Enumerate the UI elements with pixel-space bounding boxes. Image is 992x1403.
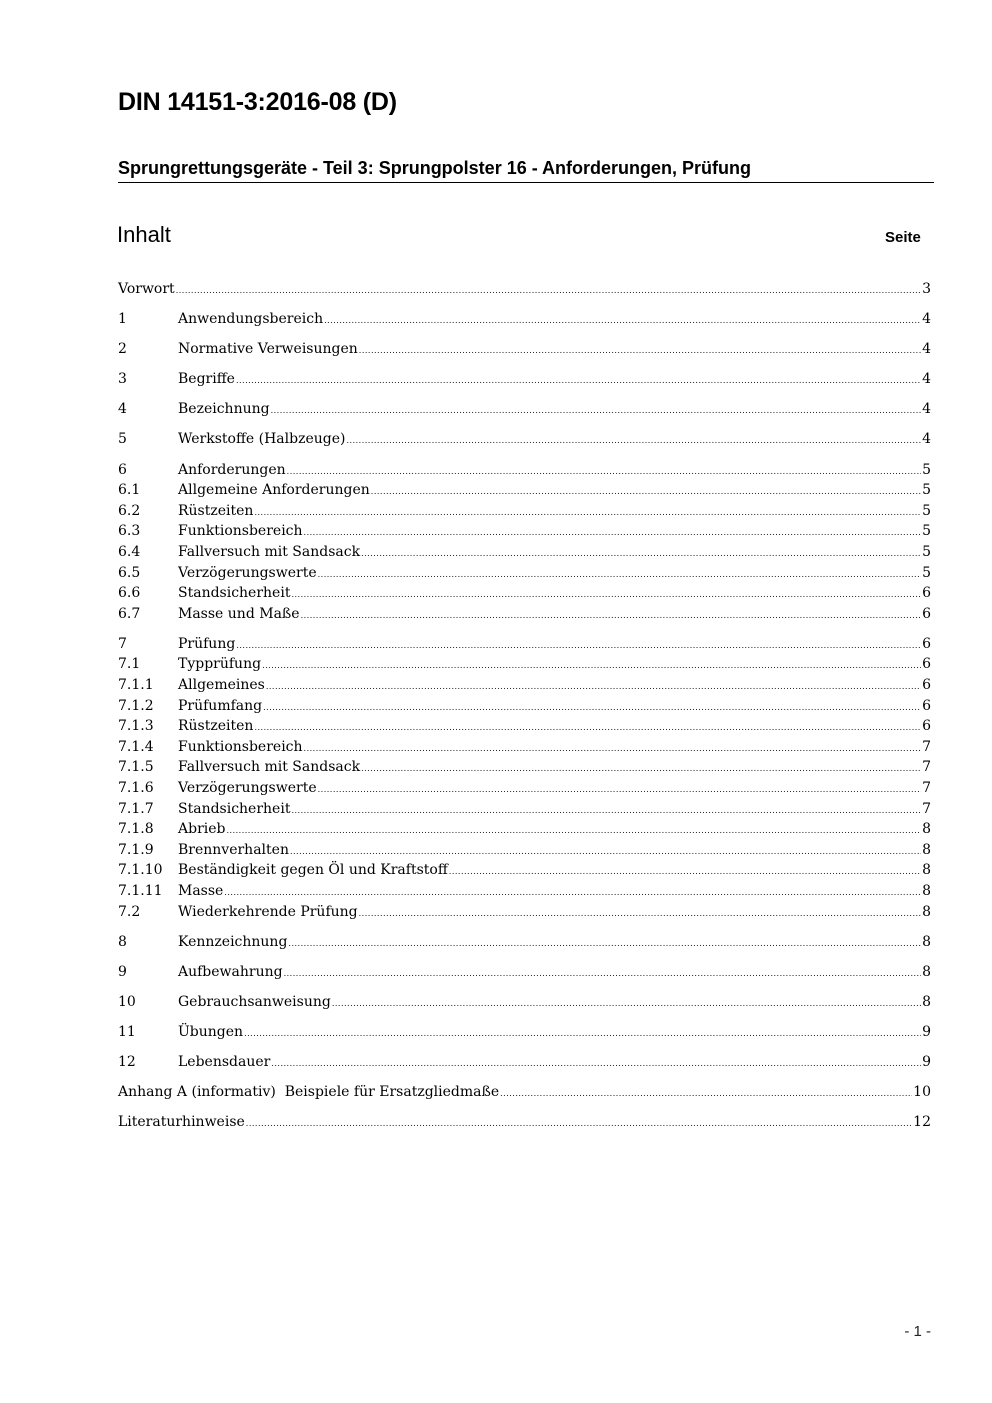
toc-entry-7-2[interactable] [118,902,931,923]
toc-entry-6-4[interactable] [118,542,931,563]
toc-entry-label: Literaturhinweise [118,1114,245,1131]
toc-leader [288,934,921,955]
toc-leader [271,401,921,422]
toc-entry-label: Verzögerungswerte [178,564,317,581]
toc-entry-label: Allgemeine Anforderungen [178,482,370,499]
toc-entry-page: 6 [922,718,931,735]
toc-leader [318,780,921,801]
toc-entry-label: Brennverhalten [178,841,289,858]
toc-leader [244,1024,921,1045]
toc-leader [318,565,921,586]
toc-entry-number: 3 [118,371,127,388]
table-of-contents [118,279,931,1133]
toc-entry-page: 7 [922,779,931,796]
toc-entry-7-1-3[interactable] [118,716,931,737]
toc-leader [359,904,921,925]
toc-leader [500,1084,912,1105]
toc-entry-page: 4 [922,401,931,418]
toc-entry-page: 8 [922,933,931,950]
toc-entry-page: 5 [922,543,931,560]
toc-entry-page: 10 [913,1084,931,1101]
toc-leader [332,994,921,1015]
document-title: DIN 14151-3:2016-08 (D) [118,88,397,116]
toc-entry-number: 7.1.6 [118,779,154,796]
toc-entry-page: 8 [922,862,931,879]
toc-entry-7-1-2[interactable] [118,696,931,717]
toc-leader [236,371,921,392]
toc-entry-page: 6 [922,677,931,693]
toc-entry-label: Anforderungen [178,461,286,478]
toc-leader [304,739,922,760]
toc-entry-page: 8 [922,963,931,980]
toc-entry-page: 8 [922,903,931,920]
toc-entry-label: Typprüfung [178,656,262,673]
toc-entry-6-6[interactable] [118,583,931,604]
toc-leader [301,606,922,627]
document-subtitle: Sprungrettungsgeräte - Teil 3: Sprungpolster 16 - Anforderungen, Prüfung [118,158,752,178]
toc-entry-label: Beständigkeit gegen Öl und Kraftstoff [178,862,448,879]
toc-entry-literaturhinweise[interactable] [118,1112,931,1133]
toc-entry-number: 2 [118,341,127,358]
toc-entry-page: 6 [922,656,931,673]
toc-leader [284,964,921,985]
toc-entry-number: 7.1.3 [118,718,154,735]
toc-entry-number: 6 [118,461,127,478]
toc-leader [176,281,921,302]
toc-entry-number: 6.2 [118,502,141,519]
toc-entry-label: Funktionsbereich [178,523,303,540]
toc-entry-number: 8 [118,933,127,950]
toc-entry-label: Funktionsbereich [178,738,303,755]
toc-entry-label: Masse [178,882,224,899]
toc-leader [449,862,921,883]
toc-leader [346,431,921,452]
toc-entry-label: Standsicherheit [178,800,291,817]
toc-entry-page: 5 [922,502,931,519]
toc-entry-page: 6 [922,635,931,652]
toc-entry-number: 7.1 [118,656,141,673]
toc-entry-label: Anhang A (informativ) Beispiele für Ersatzgliedmaße [118,1084,500,1101]
toc-entry-7[interactable] [118,634,931,655]
toc-entry-number: 7.1.10 [118,862,163,879]
toc-leader [287,462,921,483]
toc-entry-page: 4 [922,341,931,358]
toc-leader [263,698,921,719]
toc-entry-label: Vorwort [118,281,175,297]
title-divider [118,182,934,183]
toc-leader [291,801,921,822]
toc-entry-page: 7 [922,759,931,776]
toc-entry-label: Begriffe [178,371,235,388]
toc-entry-label: Kennzeichnung [178,933,288,950]
toc-entry-label: Allgemeines [178,677,265,693]
toc-entry-number: 6.1 [118,482,141,499]
toc-entry-page: 6 [922,605,931,622]
toc-entry-label: Rüstzeiten [178,502,254,519]
toc-leader [236,636,921,657]
toc-entry-label: Wiederkehrende Prüfung [178,903,358,920]
toc-leader [324,311,921,332]
toc-entry-page: 6 [922,697,931,714]
toc-entry-7-1-10[interactable] [118,860,931,881]
toc-leader [227,821,922,842]
toc-entry-page: 7 [922,738,931,755]
toc-entry-number: 1 [118,311,127,328]
toc-entry-label: Masse und Maße [178,605,300,622]
toc-entry-label: Übungen [178,1023,244,1040]
toc-entry-number: 7.1.11 [118,882,163,899]
toc-entry-number: 7.2 [118,903,141,920]
toc-entry-number: 7 [118,635,127,652]
toc-entry-7-1-1[interactable] [118,675,931,696]
toc-leader [359,341,921,362]
toc-entry-number: 6.4 [118,543,141,560]
toc-entry-3[interactable] [118,369,931,390]
toc-entry-page: 4 [922,311,931,328]
toc-entry-10[interactable] [118,992,931,1013]
toc-entry-label: Standsicherheit [178,585,291,602]
toc-entry-page: 8 [922,821,931,838]
toc-leader [224,883,921,904]
toc-entry-number: 11 [118,1023,136,1040]
toc-leader [361,544,921,565]
toc-entry-6-3[interactable] [118,521,931,542]
page-number: - 1 - [904,1323,931,1340]
toc-entry-label: Lebensdauer [178,1054,271,1070]
toc-entry-page: 8 [922,841,931,858]
toc-entry-label: Aufbewahrung [178,963,283,980]
toc-entry-page: 6 [922,585,931,602]
toc-entry-number: 7.1.9 [118,841,154,858]
toc-heading: Inhalt [117,222,171,247]
toc-entry-label: Prüfung [178,635,236,652]
toc-entry-12[interactable] [118,1052,931,1073]
toc-entry-page: 5 [922,482,931,499]
toc-entry-1[interactable] [118,309,931,330]
toc-entry-number: 9 [118,963,127,980]
toc-entry-number: 4 [118,401,127,418]
toc-entry-7-1-9[interactable] [118,840,931,861]
toc-entry-6[interactable] [118,460,931,481]
toc-entry-9[interactable] [118,962,931,983]
toc-leader [266,677,921,698]
toc-entry-7-1-5[interactable] [118,757,931,778]
toc-entry-label: Bezeichnung [178,401,270,418]
toc-entry-page: 8 [922,993,931,1010]
toc-entry-label: Gebrauchsanweisung [178,993,331,1010]
toc-entry-page: 4 [922,431,931,448]
toc-entry-number: 6.5 [118,564,141,581]
toc-entry-label: Verzögerungswerte [178,779,317,796]
toc-leader [291,585,921,606]
toc-entry-number: 7.1.7 [118,800,154,817]
toc-entry-number: 5 [118,431,127,448]
toc-entry-label: Normative Verweisungen [178,341,358,358]
toc-entry-number: 7.1.2 [118,697,154,714]
toc-entry-label: Werkstoffe (Halbzeuge) [178,431,346,448]
toc-entry-number: 7.1.4 [118,738,154,755]
toc-entry-7-1-8[interactable] [118,819,931,840]
toc-leader [254,718,921,739]
toc-entry-7-1-11[interactable] [118,881,931,902]
toc-entry-page: 5 [922,523,931,540]
toc-entry-11[interactable] [118,1022,931,1043]
toc-entry-page: 3 [922,281,931,297]
toc-leader [271,1054,921,1075]
toc-entry-number: 10 [118,993,136,1010]
toc-entry-label: Rüstzeiten [178,718,254,735]
toc-entry-5[interactable] [118,429,931,450]
toc-leader [304,523,922,544]
toc-entry-page: 9 [922,1054,931,1070]
toc-entry-4[interactable] [118,399,931,420]
toc-entry-6-7[interactable] [118,604,931,625]
toc-entry-page: 5 [922,564,931,581]
toc-entry-6-5[interactable] [118,563,931,584]
toc-entry-number: 6.3 [118,523,141,540]
toc-entry-7-1-6[interactable] [118,778,931,799]
toc-page-column-label: Seite [885,229,921,246]
toc-entry-page: 8 [922,882,931,899]
toc-entry-number: 7.1.1 [118,677,154,693]
toc-entry-page: 5 [922,461,931,478]
toc-entry-number: 7.1.5 [118,759,154,776]
toc-entry-7-1[interactable] [118,654,931,675]
toc-entry-6-1[interactable] [118,480,931,501]
toc-leader [246,1114,912,1135]
toc-entry-label: Abrieb [178,821,226,838]
toc-leader [254,503,921,524]
toc-leader [262,656,921,677]
toc-entry-7-1-4[interactable] [118,737,931,758]
toc-leader [371,482,921,503]
toc-entry-page: 9 [922,1023,931,1040]
toc-entry-number: 12 [118,1054,136,1070]
toc-entry-page: 12 [913,1114,931,1131]
toc-entry-page: 7 [922,800,931,817]
toc-entry-number: 6.7 [118,605,141,622]
toc-entry-6-2[interactable] [118,501,931,522]
toc-leader [361,759,921,780]
toc-entry-number: 6.6 [118,585,141,602]
toc-entry-8[interactable] [118,932,931,953]
toc-entry-label: Prüfumfang [178,697,263,714]
toc-entry-7-1-7[interactable] [118,799,931,820]
toc-entry-label: Anwendungsbereich [178,311,324,328]
toc-entry-label: Fallversuch mit Sandsack [178,759,361,776]
toc-entry-number: 7.1.8 [118,821,154,838]
toc-leader [290,842,921,863]
toc-entry-vorwort[interactable] [118,279,931,300]
toc-entry-2[interactable] [118,339,931,360]
toc-entry-anhang-a[interactable] [118,1082,931,1103]
toc-entry-label: Fallversuch mit Sandsack [178,543,361,560]
toc-entry-page: 4 [922,371,931,388]
